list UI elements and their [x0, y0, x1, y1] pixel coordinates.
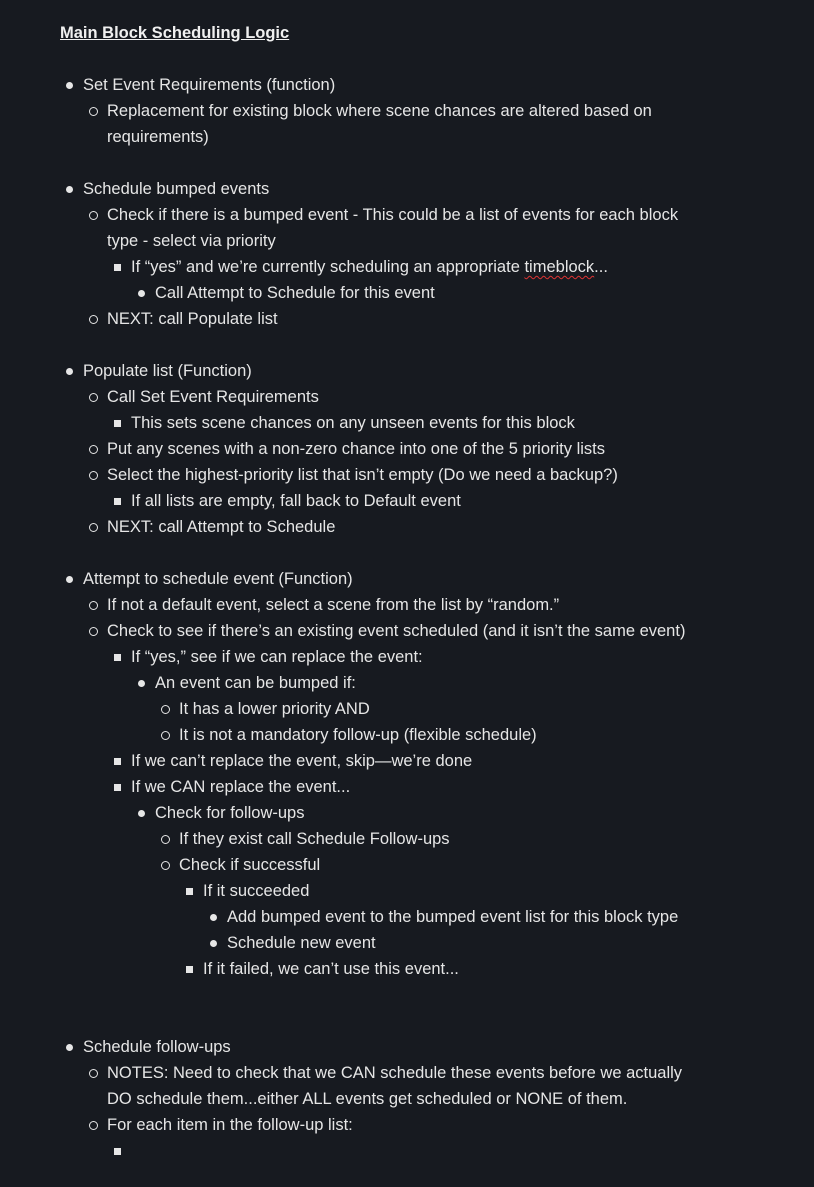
- list-item: [107, 436, 605, 462]
- circle-bullet-icon: [89, 393, 98, 402]
- square-bullet-icon: [114, 758, 121, 765]
- list-item: [83, 566, 353, 592]
- list-item: [155, 670, 356, 696]
- list-item-text-tail: ...: [594, 258, 608, 276]
- list-item: [131, 774, 350, 800]
- disc-bullet-icon: [66, 186, 73, 193]
- list-item-text: NOTES: Need to check that we CAN schedule these events before we actually: [107, 1064, 683, 1082]
- square-bullet-icon: [186, 888, 193, 895]
- list-item-text: If not a default event, select a scene from the list by “random.”: [107, 596, 560, 614]
- list-item: [83, 358, 252, 384]
- circle-bullet-icon: [89, 445, 98, 454]
- list-item: [107, 618, 685, 644]
- list-item-text: If all lists are empty, fall back to Default event: [131, 492, 461, 510]
- list-item: [203, 878, 309, 904]
- circle-bullet-icon: [89, 471, 98, 480]
- list-item-text: For each item in the follow-up list:: [107, 1116, 353, 1134]
- square-bullet-icon: [114, 420, 121, 427]
- list-item: [203, 956, 459, 982]
- list-item: [107, 592, 559, 618]
- page-title: Main Block Scheduling Logic: [60, 24, 290, 42]
- list-item-text: NEXT: call Attempt to Schedule: [107, 518, 336, 536]
- list-item-text: Call Attempt to Schedule for this event: [155, 284, 435, 302]
- square-bullet-icon: [186, 966, 193, 973]
- list-item-text: DO schedule them...either ALL events get scheduled or NONE of them.: [107, 1090, 628, 1108]
- circle-bullet-icon: [89, 627, 98, 636]
- list-item-text: NEXT: call Populate list: [107, 310, 278, 328]
- circle-bullet-icon: [89, 601, 98, 610]
- circle-bullet-icon: [89, 107, 98, 116]
- list-item-text: Call Set Event Requirements: [107, 388, 319, 406]
- list-item: [107, 306, 278, 332]
- list-item-text: Schedule follow-ups: [83, 1038, 231, 1056]
- list-item-text: Select the highest-priority list that isn’t empty (Do we need a backup?): [107, 466, 618, 484]
- list-item: [227, 930, 376, 956]
- list-item: [155, 280, 435, 306]
- disc-bullet-icon: [210, 940, 217, 947]
- list-item-text: Check for follow-ups: [155, 804, 305, 822]
- list-item: [107, 1112, 353, 1138]
- list-item-text: If “yes” and we’re currently scheduling an appropriate: [131, 258, 525, 276]
- list-item: [179, 722, 537, 748]
- circle-bullet-icon: [161, 835, 170, 844]
- disc-bullet-icon: [66, 82, 73, 89]
- list-item-continuation: [107, 1086, 627, 1112]
- circle-bullet-icon: [89, 523, 98, 532]
- circle-bullet-icon: [161, 861, 170, 870]
- disc-bullet-icon: [66, 576, 73, 583]
- list-item: [179, 826, 450, 852]
- disc-bullet-icon: [210, 914, 217, 921]
- list-item: [179, 696, 370, 722]
- list-item-text: An event can be bumped if:: [155, 674, 356, 692]
- list-item-text: type - select via priority: [107, 232, 276, 250]
- list-item-text: If we CAN replace the event...: [131, 778, 351, 796]
- list-item-text: requirements): [107, 128, 209, 146]
- list-item-text: Populate list (Function): [83, 362, 252, 380]
- circle-bullet-icon: [89, 1121, 98, 1130]
- list-item: [107, 384, 319, 410]
- circle-bullet-icon: [89, 1069, 98, 1078]
- list-item-text: Replacement for existing block where scene chances are altered based on: [107, 102, 652, 120]
- square-bullet-icon: [114, 784, 121, 791]
- list-item-continuation: [107, 124, 209, 150]
- list-item-text: If they exist call Schedule Follow-ups: [179, 830, 450, 848]
- square-bullet-icon: [114, 1148, 121, 1155]
- list-item-text: Schedule bumped events: [83, 180, 270, 198]
- list-item: [131, 748, 472, 774]
- list-item-text: Schedule new event: [227, 934, 376, 952]
- disc-bullet-icon: [66, 368, 73, 375]
- list-item: [131, 488, 461, 514]
- list-item-text: It is not a mandatory follow-up (flexible schedule): [179, 726, 537, 744]
- square-bullet-icon: [114, 654, 121, 661]
- list-item-text: Check to see if there’s an existing event scheduled (and it isn’t the same event): [107, 622, 686, 640]
- list-item-text: This sets scene chances on any unseen events for this block: [131, 414, 575, 432]
- square-bullet-icon: [114, 264, 121, 271]
- disc-bullet-icon: [138, 290, 145, 297]
- list-item: [131, 254, 608, 280]
- list-item: [107, 514, 335, 540]
- list-item-text: Check if successful: [179, 856, 321, 874]
- list-item: [107, 1060, 682, 1086]
- list-item-text: If it succeeded: [203, 882, 310, 900]
- list-item: [179, 852, 320, 878]
- disc-bullet-icon: [66, 1044, 73, 1051]
- list-item-text: If we can’t replace the event, skip—we’re done: [131, 752, 473, 770]
- spellcheck-word[interactable]: timeblock: [524, 258, 595, 276]
- list-item: [107, 98, 652, 124]
- list-item: [83, 1034, 231, 1060]
- list-item-text: Check if there is a bumped event - This could be a list of events for each block: [107, 206, 679, 224]
- list-item: [107, 202, 678, 228]
- disc-bullet-icon: [138, 680, 145, 687]
- list-item: [107, 462, 618, 488]
- list-item: [83, 176, 269, 202]
- list-item-text: Add bumped event to the bumped event list for this block type: [227, 908, 679, 926]
- list-item-continuation: [107, 228, 276, 254]
- disc-bullet-icon: [138, 810, 145, 817]
- list-item-text: If it failed, we can’t use this event...: [203, 960, 459, 978]
- list-item-text: Put any scenes with a non-zero chance into one of the 5 priority lists: [107, 440, 606, 458]
- list-item-text: Attempt to schedule event (Function): [83, 570, 353, 588]
- list-item: [155, 800, 304, 826]
- square-bullet-icon: [114, 498, 121, 505]
- list-item-text: If “yes,” see if we can replace the event:: [131, 648, 423, 666]
- list-item: [131, 644, 423, 670]
- circle-bullet-icon: [161, 731, 170, 740]
- list-item: [131, 410, 575, 436]
- circle-bullet-icon: [161, 705, 170, 714]
- list-item: [83, 72, 335, 98]
- list-item-text: It has a lower priority AND: [179, 700, 370, 718]
- circle-bullet-icon: [89, 315, 98, 324]
- list-item-text: Set Event Requirements (function): [83, 76, 336, 94]
- list-item: [227, 904, 678, 930]
- circle-bullet-icon: [89, 211, 98, 220]
